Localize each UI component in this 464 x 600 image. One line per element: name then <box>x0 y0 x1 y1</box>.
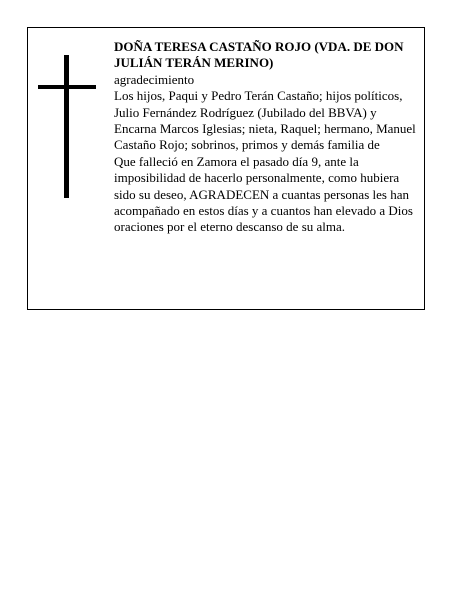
cross-vertical-bar <box>64 55 69 198</box>
cross-horizontal-bar <box>38 85 96 89</box>
acknowledgement-text: Que falleció en Zamora el pasado día 9, ante la imposibilidad de hacerlo personalmente, como hubiera sido su deseo, AGRADECEN a cuantas personas les han acompañado en estos días y a cuantos han elevado a Dios oraciones por el eterno descanso de su alma. <box>114 153 413 235</box>
notice-text <box>114 39 422 236</box>
notice-label: agradecimiento <box>114 71 195 87</box>
family-list: Los hijos, Paqui y Pedro Terán Castaño; hijos políticos, Julio Fernández Rodríguez (Jubilado del BBVA) y Encarna Marcos Iglesias; nieta, Raquel; hermano, Manuel Castaño Rojo; sobrinos, primos y demás familia de <box>114 88 416 153</box>
deceased-name-heading: DOÑA TERESA CASTAÑO ROJO (VDA. DE DON JULIÁN TERÁN MERINO) <box>114 39 404 71</box>
